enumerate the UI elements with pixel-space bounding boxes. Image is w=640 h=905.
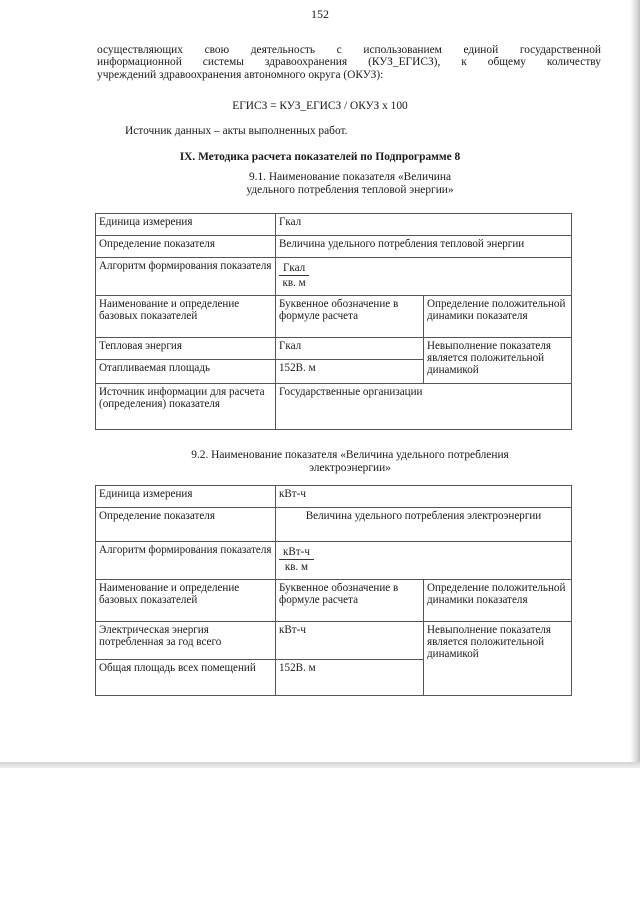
positive-dynamics-label: Определение положительной динамики показателя	[424, 580, 572, 622]
definition-label: Определение показателя	[96, 236, 276, 258]
base-indicator-name: Тепловая энергия	[96, 338, 276, 360]
table-row	[96, 236, 572, 258]
intro-line-1: осуществляющих свою деятельность с использованием единой государственной	[97, 44, 601, 56]
page-bottom-shadow	[0, 762, 640, 768]
base-indicator-unit: кВт-ч	[276, 622, 424, 660]
page-number: 152	[311, 7, 329, 21]
intro-paragraph	[97, 44, 601, 81]
indicator-2-title-line-2: электроэнергии»	[309, 461, 391, 474]
table-row	[96, 508, 572, 542]
algorithm-formula	[276, 542, 572, 580]
base-indicators-label: Наименование и определение базовых показателей	[96, 580, 276, 622]
indicator-2-table	[95, 485, 572, 696]
table-row	[96, 622, 572, 660]
positive-dynamics-value: Невыполнение показателя является положительной динамикой	[424, 338, 572, 384]
base-indicator-unit: 152В. м	[276, 660, 424, 696]
data-source-note: Источник данных – акты выполненных работ.	[125, 125, 348, 137]
table-row	[96, 258, 572, 296]
section-title: IX. Методика расчета показателей по Подпрограмме 8	[179, 151, 461, 163]
letter-designation-label: Буквенное обозначение в формуле расчета	[276, 296, 424, 338]
table-row	[96, 580, 572, 622]
indicator-1-table	[95, 213, 572, 430]
base-indicator-unit: Гкал	[276, 338, 424, 360]
definition-text: Величина удельного потребления электроэнергии	[305, 510, 542, 522]
algorithm-formula	[276, 258, 572, 296]
letter-designation-label: Буквенное обозначение в формуле расчета	[276, 580, 424, 622]
indicator-1-title	[200, 171, 500, 196]
base-indicators-label: Наименование и определение базовых показателей	[96, 296, 276, 338]
fraction-denominator: кв. м	[284, 561, 309, 573]
table-row	[96, 214, 572, 236]
base-indicator-name: Отапливаемая площадь	[96, 360, 276, 384]
table-row	[96, 296, 572, 338]
intro-line-2: информационной системы здравоохранения (КУЗ_ЕГИСЗ), к общему количеству	[97, 56, 601, 69]
positive-dynamics-label: Определение положительной динамики показателя	[424, 296, 572, 338]
base-indicator-unit: 152В. м	[276, 360, 424, 384]
algorithm-label: Алгоритм формирования показателя	[96, 542, 276, 580]
definition-value: Величина удельного потребления тепловой энергии	[276, 236, 572, 258]
unit-label: Единица измерения	[96, 214, 276, 236]
definition-value	[276, 508, 572, 542]
table-row	[96, 542, 572, 580]
unit-value: кВт-ч	[276, 486, 572, 508]
fraction-numerator: Гкал	[279, 262, 309, 276]
unit-value: Гкал	[276, 214, 572, 236]
formula: ЕГИСЗ = КУЗ_ЕГИСЗ / ОКУЗ х 100	[232, 100, 408, 112]
positive-dynamics-value: Невыполнение показателя является положительной динамикой	[424, 622, 572, 696]
algorithm-fraction	[279, 262, 309, 289]
table-row	[96, 384, 572, 430]
fraction-denominator: кв. м	[282, 277, 306, 289]
base-indicator-name: Электрическая энергия потребленная за год всего	[96, 622, 276, 660]
page-edge-shadow	[630, 0, 640, 766]
table-row	[96, 486, 572, 508]
unit-label: Единица измерения	[96, 486, 276, 508]
algorithm-fraction	[279, 546, 314, 573]
indicator-1-title-line-1: 9.1. Наименование показателя «Величина	[248, 171, 452, 183]
info-source-value: Государственные организации	[276, 384, 572, 430]
base-indicator-name: Общая площадь всех помещений	[96, 660, 276, 696]
indicator-1-title-line-2: удельного потребления тепловой энергии»	[246, 183, 454, 196]
info-source-label: Источник информации для расчета (определения) показателя	[96, 384, 276, 430]
fraction-numerator: кВт-ч	[279, 546, 314, 560]
table-row	[96, 338, 572, 360]
indicator-2-title-line-1: 9.2. Наименование показателя «Величина удельного потребления	[191, 449, 509, 461]
indicator-2-title	[160, 449, 540, 474]
intro-line-3: учреждений здравоохранения автономного округа (ОКУЗ):	[97, 68, 384, 81]
algorithm-label: Алгоритм формирования показателя	[96, 258, 276, 296]
definition-label: Определение показателя	[96, 508, 276, 542]
